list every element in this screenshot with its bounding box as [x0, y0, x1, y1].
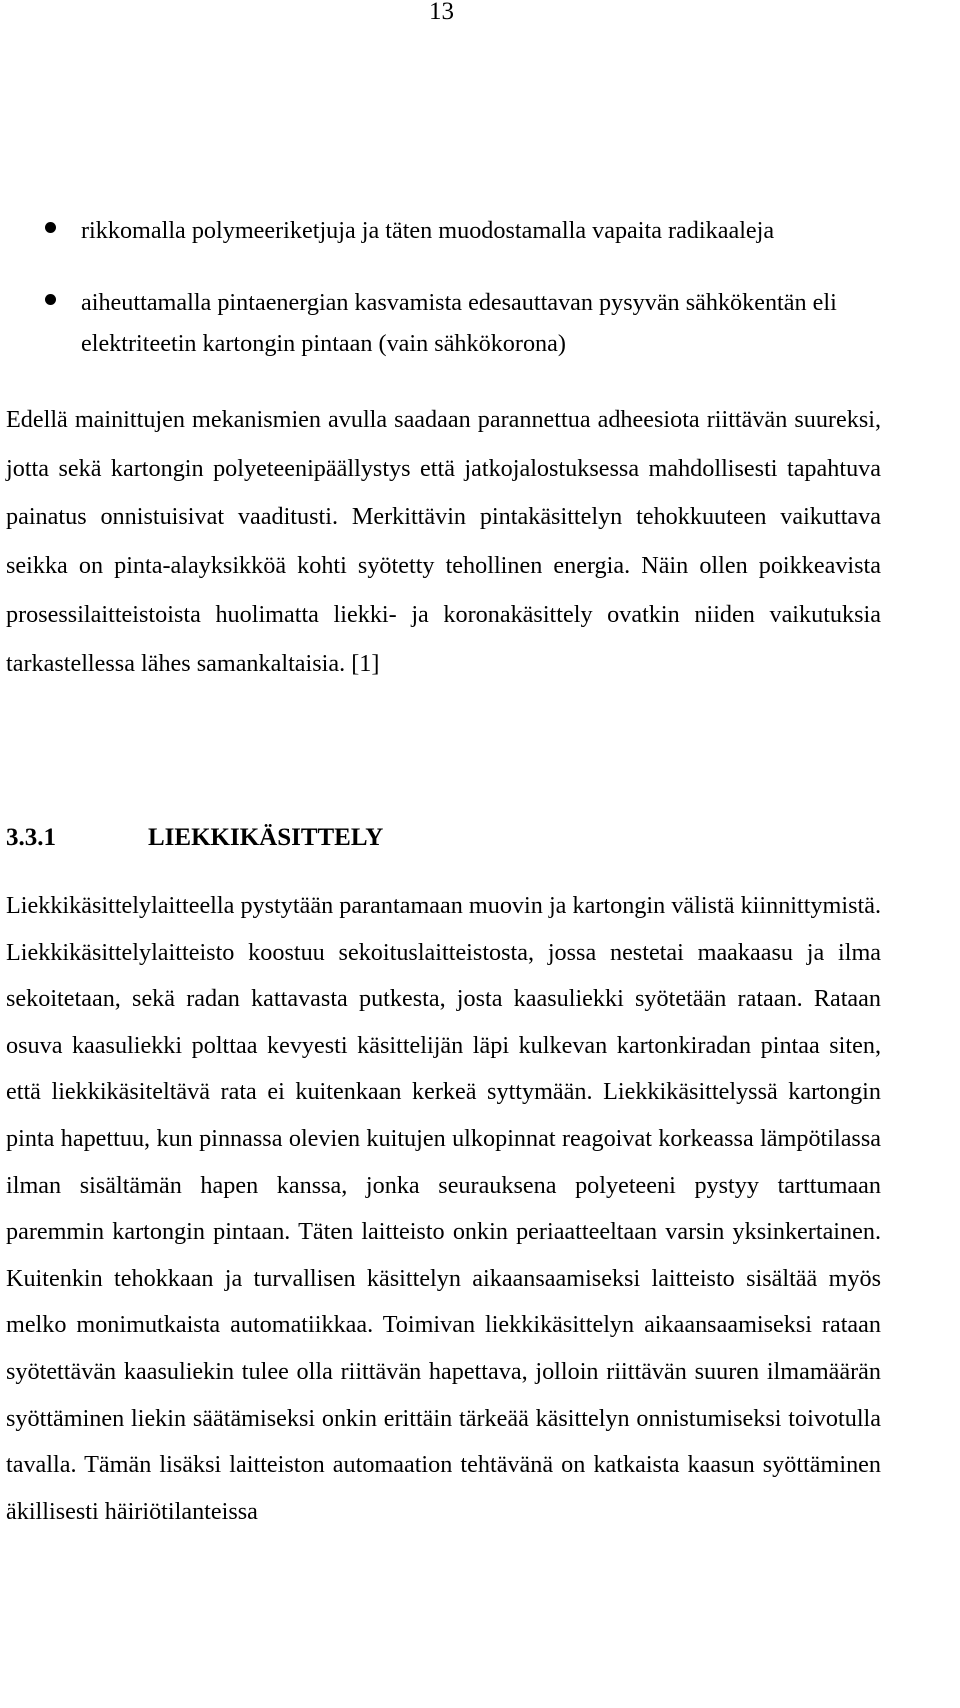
bullet-item	[0, 282, 881, 364]
bullet-dot-icon	[45, 294, 56, 305]
bullet-list	[0, 210, 960, 364]
bullet-item	[0, 210, 881, 251]
bullet-dot-icon	[45, 222, 56, 233]
page-number: 13	[429, 0, 454, 25]
bullet-text: rikkomalla polymeeriketjuja ja täten muodostamalla vapaita radikaaleja	[81, 217, 775, 244]
body-paragraph: Liekkikäsittelylaitteella pystytään parantamaan muovin ja kartongin välistä kiinnittymistä. Liekkikäsittelylaitteisto koostuu sekoituslaitteistosta, jossa nestetai maakaasu ja ilma sekoitetaan, sekä radan kattavasta putkesta, josta kaasuliekki syötetään rataan. Rataan osuva kaasuliekki polttaa kevyesti käsittelijän läpi kulkevan kartonkiradan pintaa siten, että liekkikäsiteltävä rata ei kuitenkaan kerkeä syttymään. Liekkikäsittelyssä kartongin pinta hapettuu, kun pinnassa olevien kuitujen ulkopinnat reagoivat korkeassa lämpötilassa ilman sisältämän hapen kanssa, jonka seurauksena polyeteeni pystyy tarttumaan paremmin kartongin pintaan. Täten laitteisto onkin periaatteeltaan varsin yksinkertainen. Kuitenkin tehokkaan ja turvallisen käsittelyn aikaansaamiseksi laitteisto sisältää myös melko monimutkaista automatiikkaa. Toimivan liekkikäsittelyn aikaansaamiseksi rataan syötettävän kaasuliekin tulee olla riittävän hapettava, jolloin riittävän suuren ilmamäärän syöttäminen liekin säätämiseksi onkin erittäin tärkeää käsittelyn onnistumiseksi toivotulla tavalla. Tämän lisäksi laitteiston automaation tehtävänä on katkaista kaasun syöttäminen äkillisesti häiriötilanteissa	[6, 892, 881, 1525]
section-heading	[6, 818, 383, 858]
section-number: 3.3.1	[6, 824, 56, 851]
section-title: LIEKKIKÄSITTELY	[148, 824, 384, 851]
body-paragraph: Edellä mainittujen mekanismien avulla saadaan parannettua adheesiota riittävän suureksi, jotta sekä kartongin polyeteenipäällystys että jatkojalostuksessa mahdollisesti tapahtuva painatus onnistuisivat vaaditusti. Merkittävin pintakäsittelyn tehokkuuteen vaikuttava seikka on pinta-alayksikköä kohti syötetty tehollinen energia. Näin ollen poikkeavista prosessilaitteistoista huolimatta liekki- ja koronakäsittely ovatkin niiden vaikutuksia tarkastellessa lähes samankaltaisia. [1]	[6, 406, 881, 677]
bullet-text: aiheuttamalla pintaenergian kasvamista edesauttavan pysyvän sähkökentän eli elektriteetin kartongin pintaan (vain sähkökorona)	[81, 289, 837, 357]
